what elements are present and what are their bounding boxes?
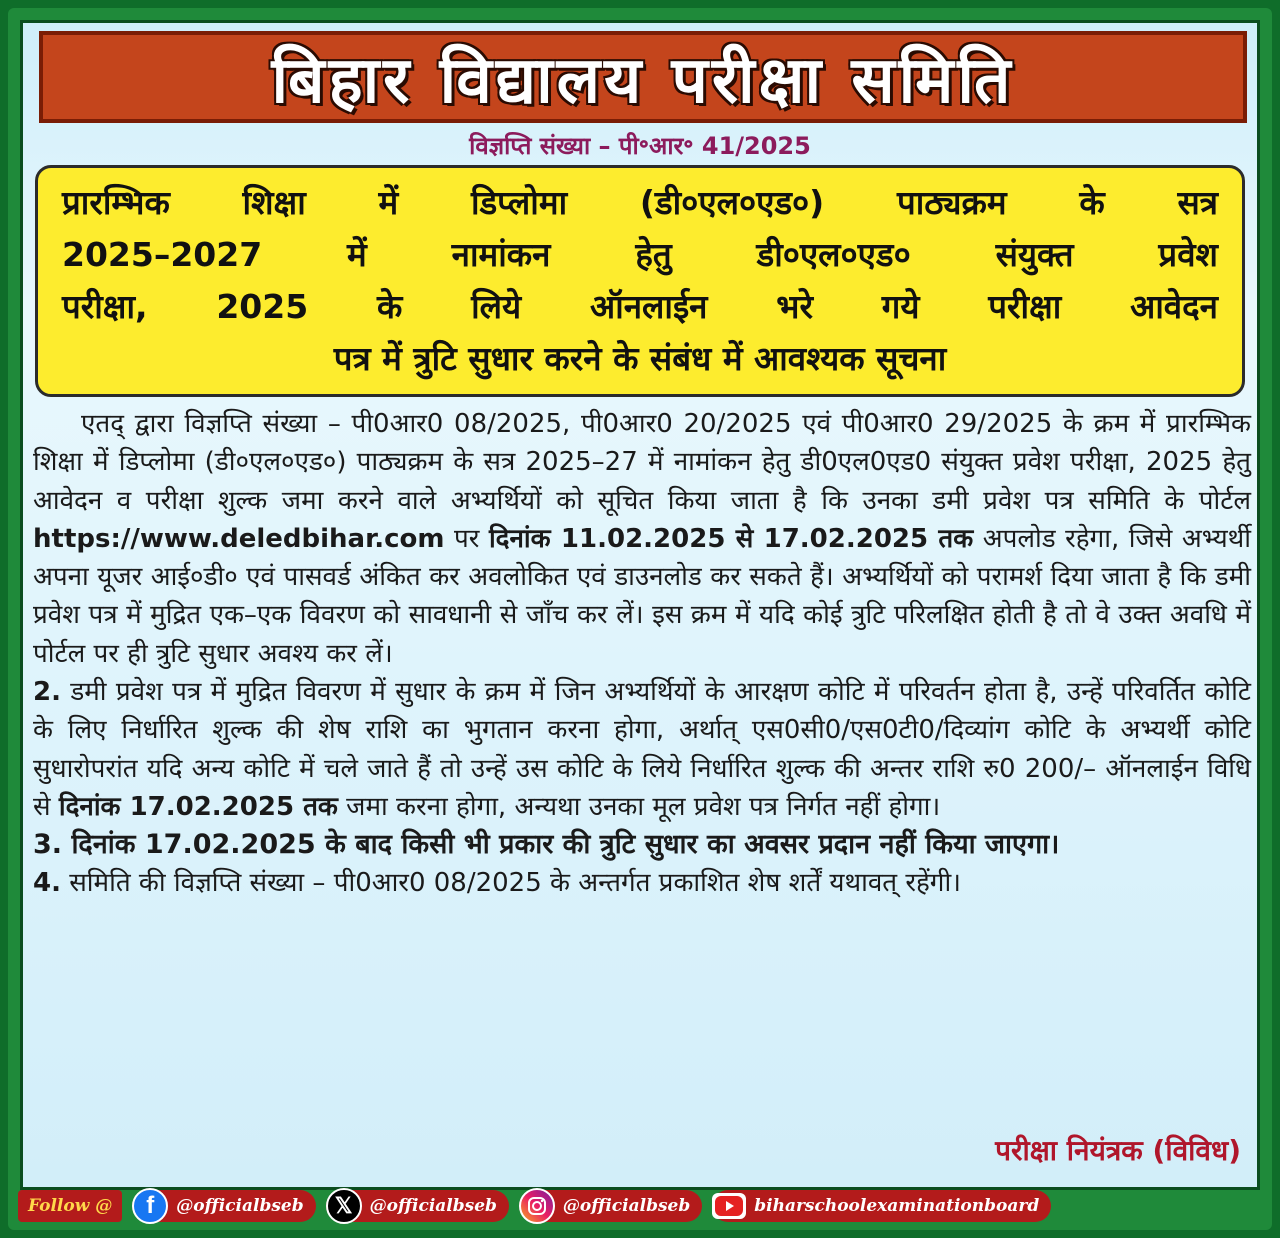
follow-label: Follow @ <box>18 1190 122 1222</box>
paragraph-number: 4. <box>33 868 61 899</box>
social-footer <box>18 1186 1262 1226</box>
youtube-link[interactable] <box>712 1190 1051 1222</box>
instagram-icon <box>519 1188 555 1224</box>
paragraph-3: 3. दिनांक 17.02.2025 के बाद किसी भी प्रकार की त्रुटि सुधार का अवसर प्रदान नहीं किया जाएगा। <box>33 829 1060 861</box>
date-range: दिनांक 11.02.2025 से 17.02.2025 तक <box>488 523 974 554</box>
instagram-handle: @officialbseb <box>562 1196 691 1216</box>
subject-line: पत्र में त्रुटि सुधार करने के संबंध में आवश्यक सूचना <box>333 339 947 378</box>
facebook-handle: @officialbseb <box>176 1196 304 1216</box>
paragraph-text: पर <box>444 523 489 554</box>
notice-number: विज्ञप्ति संख्या – पी॰आर॰ 41/2025 <box>469 132 811 160</box>
paragraph-text: एतद् द्वारा विज्ञप्ति संख्या – पी0आर0 08/2025, पी0आर0 20/2025 एवं पी0आर0 29/2025 के क्रम में प्रारम्भिक शिक्षा में डिप्लोमा (डी०एल०एड०) पाठ्यक्रम के सत्र 2025–27 में नामांकन हेतु डी0एल0एड0 संयुक्त प्रवेश परीक्षा, 2025 हेतु आवेदन व परीक्षा शुल्क जमा करने वाले अभ्यर्थियों को सूचित किया जाता है कि उनका डमी प्रवेश पत्र समिति के पोर्टल <box>33 409 1251 516</box>
paragraph-text: डमी प्रवेश पत्र में मुद्रित विवरण में सुधार के क्रम में जिन अभ्यर्थियों के आरक्षण कोटि में परिवर्तन होता है, उन्हें परिवर्तित कोटि के लिए निर्धारित शुल्क की शेष राशि का भुगतान करना होगा, अर्थात् एस0सी0/एस0टी0/दिव्यांग कोटि के अभ्यर्थी कोटि सुधारोपरांत यदि अन्य कोटि में चले जाते हैं तो उन्हें उस कोटि के लिये निर्धारित शुल्क की अन्तर राशि रु0 200/– ऑनलाईन विधि से <box>33 677 1251 822</box>
title-banner <box>39 31 1247 123</box>
subject-line: 2025–2027 में नामांकन हेतु डी०एल०एड० संयुक्त प्रवेश <box>62 235 1218 274</box>
subject-line: प्रारम्भिक शिक्षा में डिप्लोमा (डी०एल०एड०) पाठ्यक्रम के सत्र <box>62 183 1218 222</box>
paragraph-4 <box>33 864 1251 902</box>
facebook-icon: f <box>132 1188 168 1224</box>
page-title: बिहार विद्यालय परीक्षा समिति <box>271 43 1015 118</box>
portal-link[interactable]: https://www.deledbihar.com <box>33 523 445 554</box>
paragraph-number: 2. <box>33 677 61 708</box>
notice-panel <box>20 20 1260 1190</box>
x-icon: 𝕏 <box>326 1188 362 1224</box>
subject-box <box>35 165 1245 397</box>
page-frame <box>8 8 1272 1230</box>
deadline-date: दिनांक 17.02.2025 तक <box>58 791 338 822</box>
instagram-link[interactable] <box>519 1190 702 1222</box>
paragraph-1 <box>33 405 1251 673</box>
x-handle: @officialbseb <box>369 1196 497 1216</box>
subject-line: परीक्षा, 2025 के लिये ऑनलाईन भरे गये परीक्षा आवेदन <box>62 287 1218 326</box>
youtube-icon <box>712 1193 746 1219</box>
signature: परीक्षा नियंत्रक (विविध) <box>995 1134 1241 1167</box>
paragraph-2 <box>33 673 1251 826</box>
notice-body <box>33 405 1251 903</box>
facebook-link[interactable] <box>132 1190 315 1222</box>
x-link[interactable] <box>326 1190 509 1222</box>
youtube-handle: biharschoolexaminationboard <box>754 1196 1040 1216</box>
paragraph-text: समिति की विज्ञप्ति संख्या – पी0आर0 08/2025 के अन्तर्गत प्रकाशित शेष शर्तें यथावत् रहेंगी। <box>60 868 962 899</box>
paragraph-text: जमा करना होगा, अन्यथा उनका मूल प्रवेश पत्र निर्गत नहीं होगा। <box>337 791 941 822</box>
paragraph-text: अपलोड रहेगा, जिसे अभ्यर्थी अपना यूजर आई०डी० एवं पासवर्ड अंकित कर अवलोकित एवं डाउनलोड कर सकते हैं। अभ्यर्थियों को परामर्श दिया जाता है कि डमी प्रवेश पत्र में मुद्रित एक–एक विवरण को सावधानी से जाँच कर लें। इस क्रम में यदि कोई त्रुटि परिलक्षित होती है तो वे उक्त अवधि में पोर्टल पर ही त्रुटि सुधार अवश्य कर लें। <box>33 523 1252 669</box>
